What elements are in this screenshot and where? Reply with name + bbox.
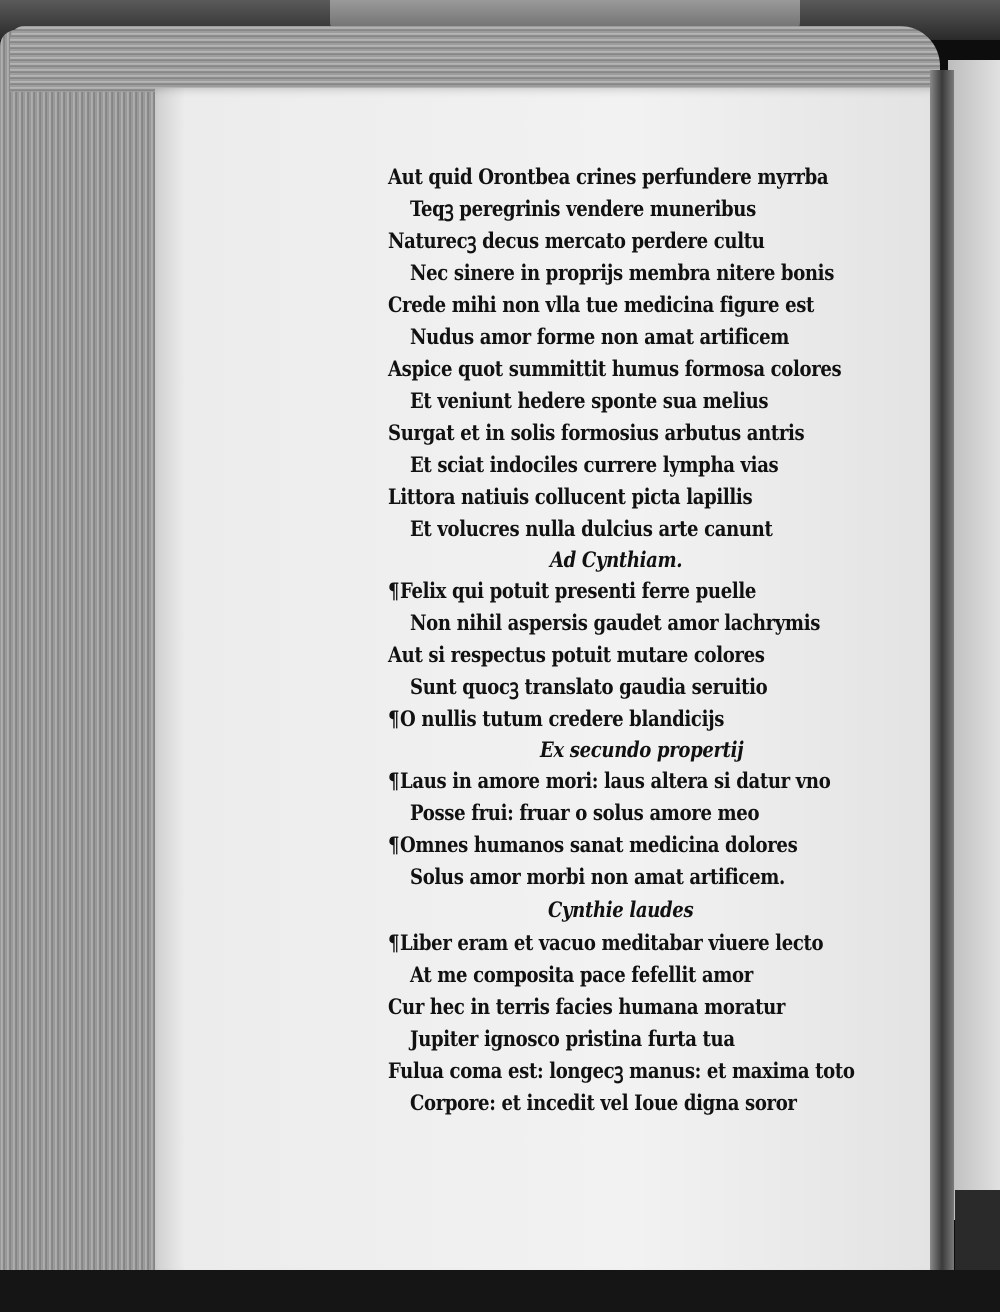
pilcrow-mark: ¶: [388, 832, 400, 857]
text-line: ¶Felix qui potuit presenti ferre puelle: [388, 578, 757, 603]
background-bottom: [0, 1270, 1000, 1312]
text-line: Et sciat indociles currere lympha vias: [410, 452, 779, 477]
text-line: Aut si respectus potuit mutare colores: [388, 642, 765, 667]
text-line: At me composita pace fefellit amor: [410, 962, 753, 987]
section-heading: Ex secundo propertij: [540, 737, 744, 762]
text-line: Et veniunt hedere sponte sua melius: [410, 388, 769, 413]
text-line: Corpore: et incedit vel Ioue digna soror: [410, 1090, 797, 1115]
text-line: Et volucres nulla dulcius arte canunt: [410, 516, 773, 541]
pilcrow-mark: ¶: [388, 930, 400, 955]
section-heading: Cynthie laudes: [548, 897, 694, 922]
text-line: Sunt quocꝫ translato gaudia seruitio: [410, 674, 768, 699]
pilcrow-mark: ¶: [388, 578, 400, 603]
facing-page: [948, 60, 1000, 1220]
text-line: Posse frui: fruar o solus amore meo: [410, 800, 760, 825]
page-edges-top: [10, 26, 940, 92]
text-line: Aspice quot summittit humus formosa colores: [388, 356, 842, 381]
page-gutter: [930, 70, 954, 1270]
text-line: Solus amor morbi non amat artificem.: [410, 864, 785, 889]
text-line: Littora natiuis collucent picta lapillis: [388, 484, 753, 509]
text-line: Nudus amor forme non amat artificem: [410, 324, 790, 349]
text-line: Naturecꝫ decus mercato perdere cultu: [388, 228, 765, 253]
text-line: Crede mihi non vlla tue medicina figure est: [388, 292, 815, 317]
text-line: ¶Liber eram et vacuo meditabar viuere lecto: [388, 930, 824, 955]
pilcrow-mark: ¶: [388, 768, 400, 793]
text-line: Nec sinere in proprijs membra nitere bonis: [410, 260, 835, 285]
text-line: ¶Omnes humanos sanat medicina dolores: [388, 832, 798, 857]
text-line: Fulua coma est: longecꝫ manus: et maxima toto: [388, 1058, 855, 1083]
text-line: Non nihil aspersis gaudet amor lachrymis: [410, 610, 821, 635]
text-line: Aut quid Orontbea crines perfundere myrrba: [388, 164, 829, 189]
text-line: Jupiter ignosco pristina furta tua: [410, 1026, 735, 1051]
page-edges-left: [0, 30, 168, 1285]
section-heading: Ad Cynthiam.: [550, 547, 683, 572]
pilcrow-mark: ¶: [388, 706, 400, 731]
text-line: Cur hec in terris facies humana moratur: [388, 994, 786, 1019]
text-line: ¶Laus in amore mori: laus altera si datur vno: [388, 768, 831, 793]
text-line: ¶O nullis tutum credere blandicijs: [388, 706, 725, 731]
text-line: Teqꝫ peregrinis vendere muneribus: [410, 196, 756, 221]
text-line: Surgat et in solis formosius arbutus antris: [388, 420, 805, 445]
